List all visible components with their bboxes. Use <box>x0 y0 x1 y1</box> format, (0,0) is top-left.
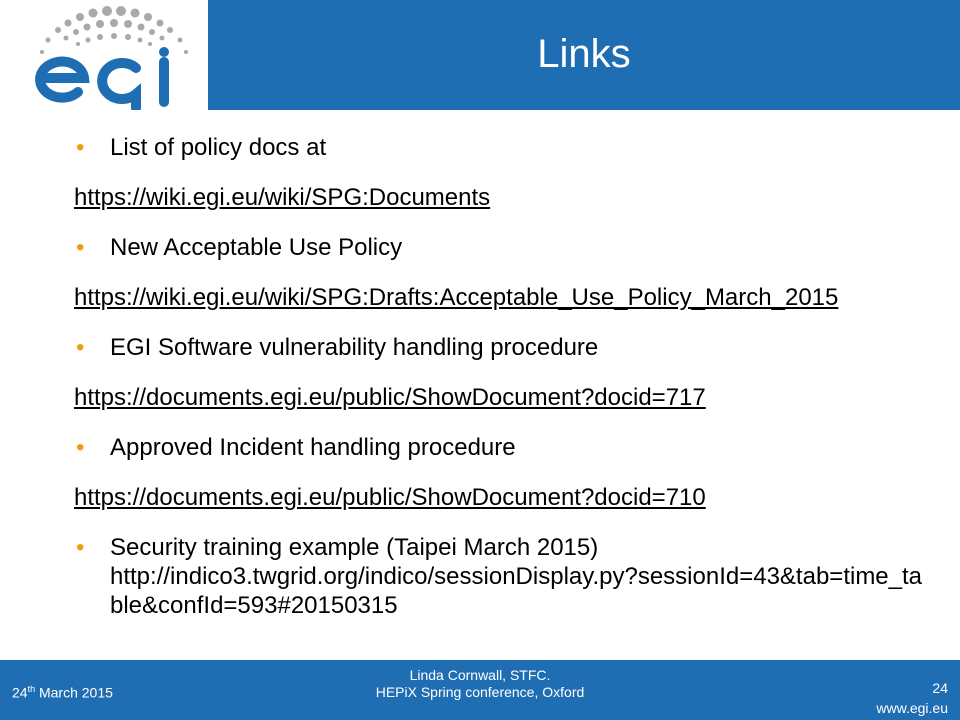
bullet-text: List of policy docs at <box>110 134 327 161</box>
footer <box>0 660 960 720</box>
bullet-text: EGI Software vulnerability handling procedure <box>110 334 599 361</box>
footer-date: 24th March 2015 <box>12 684 113 701</box>
title-bar <box>208 0 960 110</box>
bullet-dot-icon: • <box>76 334 85 361</box>
page-number: 24 <box>932 680 948 696</box>
bullet-text: Security training example (Taipei March 2015) <box>110 534 599 561</box>
bullet-item <box>74 333 930 362</box>
bullet-dot-icon: • <box>76 134 85 161</box>
footer-url[interactable]: www.egi.eu <box>876 700 948 716</box>
link-incident-procedure[interactable]: https://documents.egi.eu/public/ShowDocument?docid=710 <box>74 484 706 511</box>
bullet-dot-icon: • <box>76 434 85 461</box>
link-spg-documents[interactable]: https://wiki.egi.eu/wiki/SPG:Documents <box>74 184 491 211</box>
page-title: Links <box>537 32 631 76</box>
egi-logo-icon <box>18 2 198 110</box>
bullet-item <box>74 233 930 262</box>
bullet-item <box>74 433 930 462</box>
bullet-dot-icon: • <box>76 234 85 261</box>
footer-credits <box>330 667 630 701</box>
footer-event: HEPiX Spring conference, Oxford <box>375 684 585 700</box>
link-security-training[interactable]: http://indico3.twgrid.org/indico/sessionDisplay.py?sessionId=43&tab=time_table&confId=593#20150315 <box>110 563 923 619</box>
slide-content <box>74 133 930 641</box>
bullet-text: Approved Incident handling procedure <box>110 434 516 461</box>
bullet-text: New Acceptable Use Policy <box>110 234 403 261</box>
link-vulnerability-procedure[interactable]: https://documents.egi.eu/public/ShowDocument?docid=717 <box>74 384 706 411</box>
footer-author: Linda Cornwall, STFC. <box>409 667 551 683</box>
bullet-item <box>74 533 930 620</box>
bullet-item <box>74 133 930 162</box>
link-acceptable-use-policy[interactable]: https://wiki.egi.eu/wiki/SPG:Drafts:Acceptable_Use_Policy_March_2015 <box>74 284 839 311</box>
bullet-dot-icon: • <box>76 534 85 561</box>
